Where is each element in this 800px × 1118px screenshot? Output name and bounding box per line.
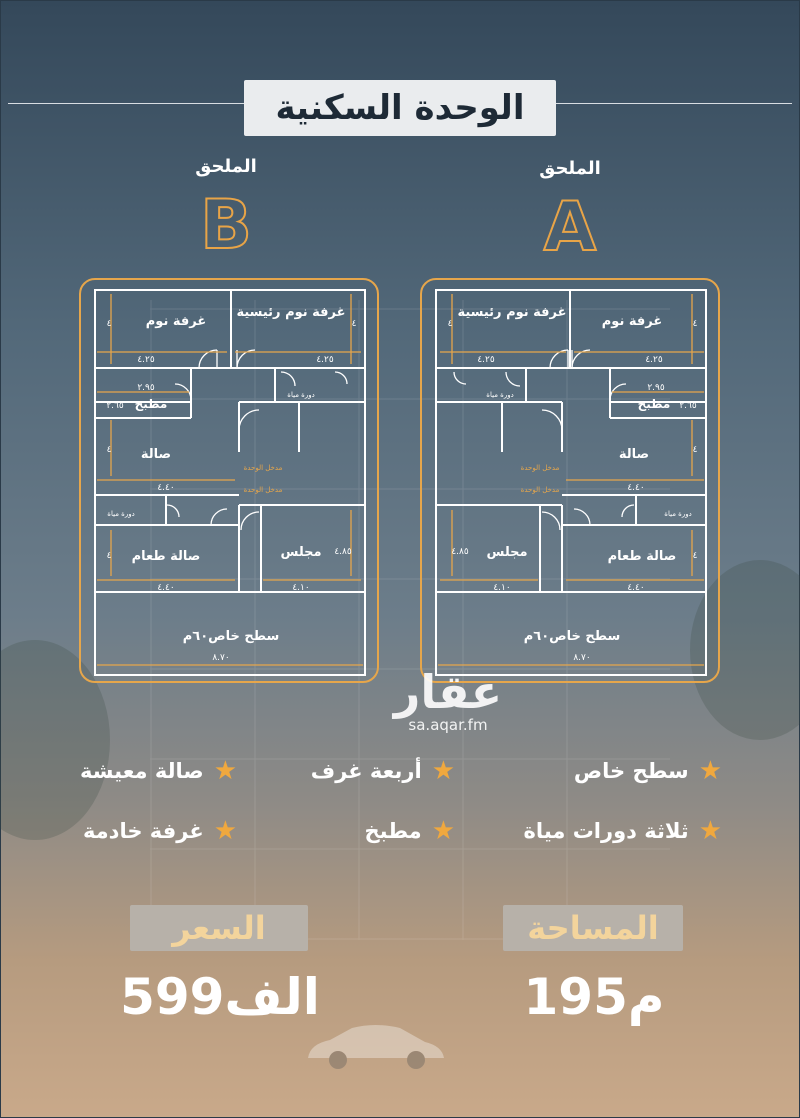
aqar-logo [388,665,508,734]
plan-b-entrance-2: مدخل الوحدة [243,486,283,494]
title-rule-left [8,103,244,104]
plan-a-entrance-1: مدخل الوحدة [520,464,560,472]
title-banner [244,80,556,136]
plan-b-bathroom-2: دورة مياة [107,510,135,518]
plan-b-dim-4-a: ٤ [106,319,112,329]
plan-a-bedroom: غرفة نوم [601,314,663,329]
annex-b-letter: B [200,186,252,265]
annex-b-label: الملحق [195,156,257,177]
feature-item [311,758,455,784]
star-icon: ★ [698,816,722,846]
feature-label: صالة معيشة [80,759,204,783]
area-value: 195م [523,968,665,1026]
plan-a-dim-440-b: ٤.٤٠ [627,583,645,593]
plan-b-dim-425-a: ٤.٢٥ [137,355,155,365]
feature-item [365,818,455,844]
plan-b-entrance-1: مدخل الوحدة [243,464,283,472]
star-icon: ★ [431,756,455,786]
plan-a-dim-440-a: ٤.٤٠ [627,483,645,493]
feature-item [574,758,722,784]
plan-b-dim-4-c: ٤ [106,445,112,455]
annex-a-label: الملحق [539,158,601,179]
page-title: الوحدة السكنية [275,88,525,128]
star-icon: ★ [213,816,237,846]
price-value: 599الف [120,968,320,1026]
plan-b-dim-4-b: ٤ [351,319,357,329]
feature-item [524,818,722,844]
plan-a-dim-4-d: ٤ [692,551,698,561]
plan-b-dim-425-b: ٤.٢٥ [316,355,334,365]
plan-b-dim-440-b: ٤.٤٠ [157,583,175,593]
plan-b-dim-265: ٢.٦٥ [106,401,124,411]
plan-a-roof: سطح خاص٦٠م [523,629,621,644]
plan-a-dim-425-a: ٤.٢٥ [477,355,495,365]
plan-b-dining: صالة طعام [131,549,201,564]
plan-a-bathroom-1: دورة مياة [486,391,514,399]
feature-label: أربعة غرف [310,759,422,783]
plan-a-kitchen: مطبخ [637,397,671,411]
plan-a-majlis: مجلس [486,545,528,560]
plan-b-hall: صالة [140,447,172,462]
floor-plan-b-drawing [81,280,381,685]
plan-b-dim-440-a: ٤.٤٠ [157,483,175,493]
plan-a-dim-425-b: ٤.٢٥ [645,355,663,365]
plan-a-dim-265: ٢.٦٥ [679,401,697,411]
plan-a-entrance-2: مدخل الوحدة [520,486,560,494]
plan-b-bedroom: غرفة نوم [145,314,207,329]
plan-b-master-bedroom: غرفة نوم رئيسية [236,305,346,320]
price-label-tag [130,905,308,951]
plan-a-bathroom-2: دورة مياة [664,510,692,518]
star-icon: ★ [431,816,455,846]
plan-a-dining: صالة طعام [607,549,677,564]
plan-b-dim-485: ٤.٨٥ [334,547,352,557]
feature-label: غرفة خادمة [82,819,204,843]
plan-b-bathroom-1: دورة مياة [287,391,315,399]
plan-a-dim-4-a: ٤ [447,319,453,329]
title-rule-right [556,103,792,104]
floor-plan-a [420,278,720,683]
star-icon: ★ [213,756,237,786]
plan-b-dim-295: ٢.٩٥ [137,383,155,393]
plan-a-dim-410: ٤.١٠ [493,583,511,593]
area-label: المساحة [527,909,659,947]
price-label: السعر [172,909,266,947]
plan-a-master-bedroom: غرفة نوم رئيسية [457,305,567,320]
logo-arabic: عقار [393,665,503,719]
plan-b-majlis: مجلس [280,545,322,560]
plan-a-dim-4-b: ٤ [692,319,698,329]
feature-label: سطح خاص [573,759,689,783]
feature-item [80,758,237,784]
plan-a-dim-485: ٤.٨٥ [451,547,469,557]
logo-url: sa.aqar.fm [408,716,488,734]
plan-b-dim-870: ٨.٧٠ [212,653,230,663]
feature-label: مطبخ [364,819,422,843]
feature-item [83,818,237,844]
star-icon: ★ [698,756,722,786]
floor-plan-b [79,278,379,683]
floor-plan-a-drawing [422,280,722,685]
plan-a-dim-295: ٢.٩٥ [647,383,665,393]
plan-a-hall: صالة [618,447,650,462]
area-label-tag [503,905,683,951]
plan-b-kitchen: مطبخ [134,397,168,411]
car-backdrop [300,1018,450,1072]
plan-b-roof: سطح خاص٦٠م [182,629,280,644]
feature-label: ثلاثة دورات مياة [523,819,689,843]
plan-b-dim-410: ٤.١٠ [292,583,310,593]
plan-a-dim-870: ٨.٧٠ [573,653,591,663]
plan-b-dim-4-d: ٤ [106,551,112,561]
annex-a-letter: A [543,188,597,267]
plan-a-dim-4-c: ٤ [692,445,698,455]
